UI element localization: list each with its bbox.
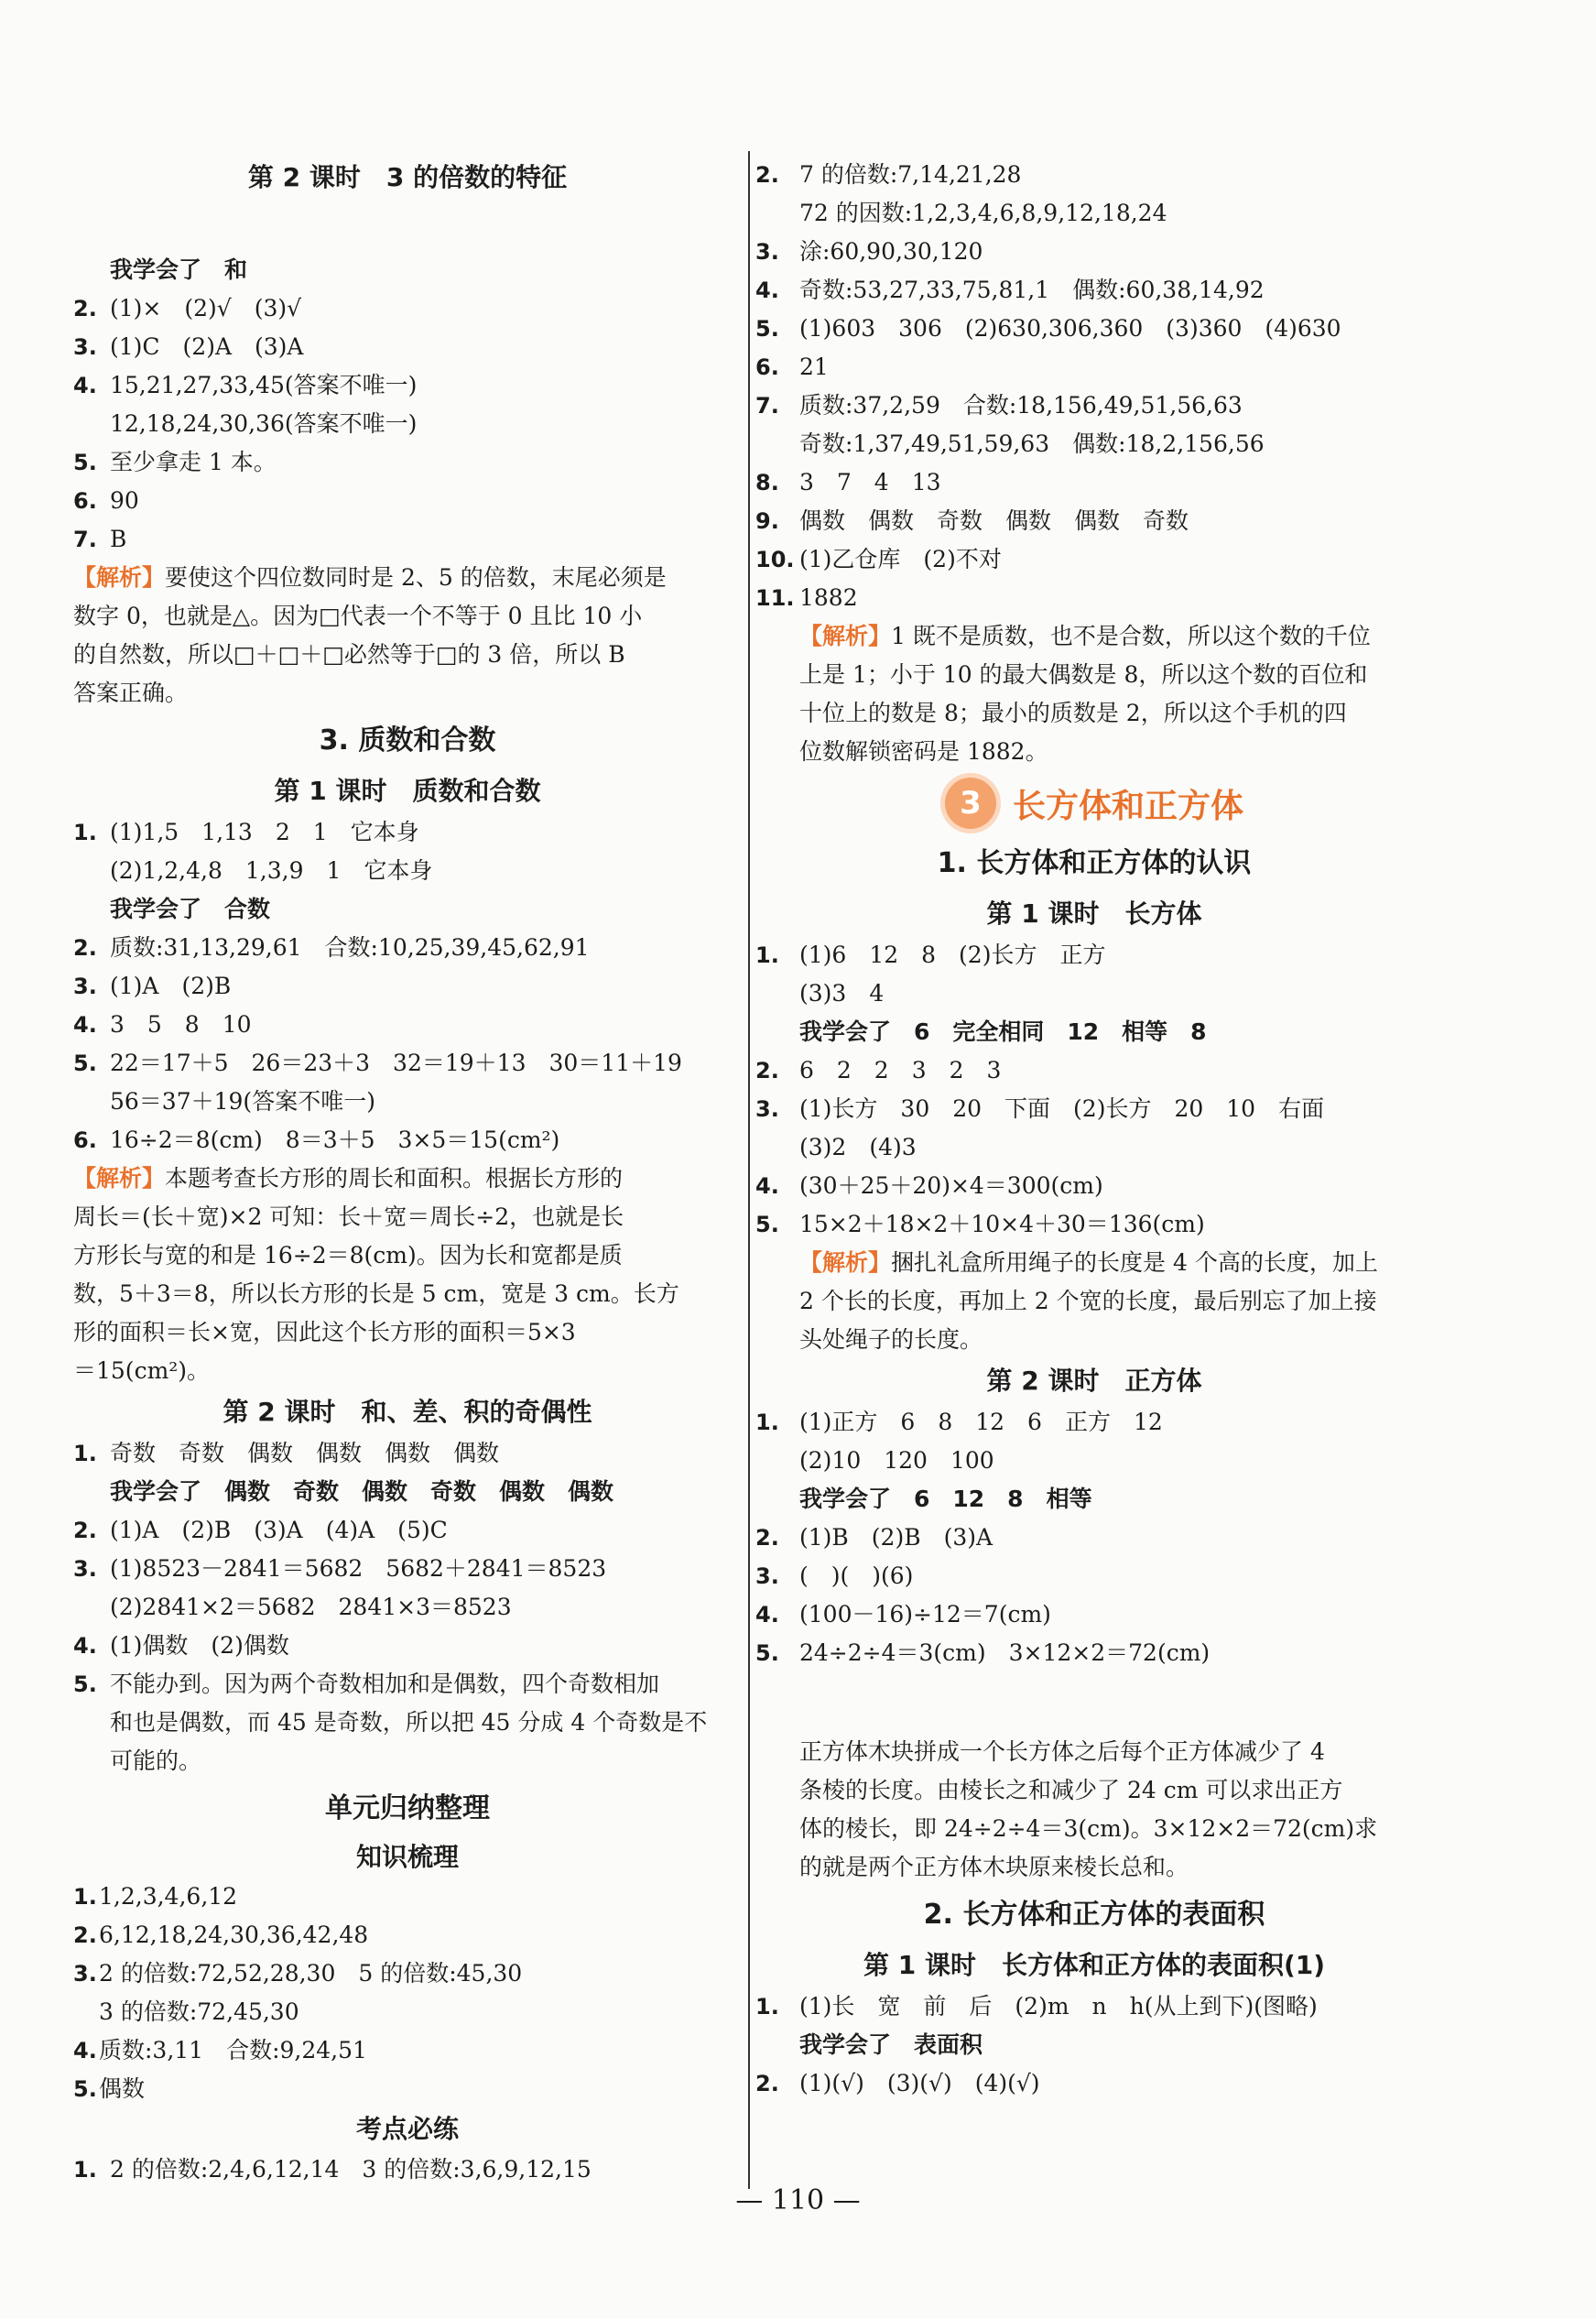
answer-row: (2)2841×2＝5682 2841×3＝8523 bbox=[110, 1594, 512, 1620]
answer-row: 2. 质数:31,13,29,61 合数:10,25,39,45,62,91 bbox=[73, 934, 590, 961]
answer-row: 1. 奇数 奇数 偶数 偶数 偶数 偶数 bbox=[73, 1440, 500, 1466]
lesson-title: 第 1 课时 质数和合数 bbox=[274, 776, 541, 806]
answer-row: 2.6,12,18,24,30,36,42,48 bbox=[73, 1922, 369, 1948]
unit-title: 长方体和正方体 bbox=[1012, 787, 1243, 825]
answer-row: 12,18,24,30,36(答案不唯一) bbox=[110, 410, 418, 437]
answer-row: 2. (1)A (2)B (3)A (4)A (5)C bbox=[73, 1517, 448, 1543]
column-divider bbox=[748, 151, 750, 2189]
explanation: 方形长与宽的和是 16÷2＝8(cm)。因为长和宽都是质 bbox=[73, 1242, 623, 1268]
answer-row: (3)3 4 bbox=[799, 980, 885, 1007]
answer-row: 1. 2 的倍数:2,4,6,12,14 3 的倍数:3,6,9,12,15 bbox=[73, 2156, 592, 2183]
answer-row: 1. (1)正方 6 8 12 6 正方 12 bbox=[755, 1409, 1163, 1435]
answer-row: 4.质数:3,11 合数:9,24,51 bbox=[73, 2037, 367, 2063]
left-column bbox=[73, 156, 742, 2189]
answer-row: 5. 24÷2÷4＝3(cm) 3×12×2＝72(cm) bbox=[755, 1639, 1211, 1666]
answer-row: 5. 22＝17＋5 26＝23＋3 32＝19＋13 30＝11＋19 bbox=[73, 1050, 682, 1076]
answer-row: 6. 21 bbox=[755, 354, 829, 380]
answer-row: 4. 15,21,27,33,45(答案不唯一) bbox=[73, 372, 418, 398]
answer-row: 8. 3 7 4 13 bbox=[755, 469, 941, 495]
learned-line: 我学会了 表面积 bbox=[799, 2031, 983, 2058]
answer-row: 1. (1)1,5 1,13 2 1 它本身 bbox=[73, 819, 419, 845]
learned-line: 我学会了 合数 bbox=[110, 896, 271, 922]
answer-row: 4. 3 5 8 10 bbox=[73, 1011, 252, 1038]
section-title: 2. 长方体和正方体的表面积 bbox=[923, 1899, 1265, 1931]
explanation: 的自然数，所以□＋□＋□必然等于□的 3 倍，所以 B bbox=[73, 641, 625, 668]
answer-row: 5. 至少拿走 1 本。 bbox=[73, 449, 277, 475]
learned-line: 我学会了 和 bbox=[110, 256, 248, 283]
explanation: 数，5＋3＝8，所以长方形的长是 5 cm，宽是 3 cm。长方 bbox=[73, 1280, 679, 1307]
learned-line: 我学会了 6 12 8 相等 bbox=[799, 1486, 1092, 1512]
explanation: 头处绳子的长度。 bbox=[799, 1326, 983, 1353]
answer-row: 3 的倍数:72,45,30 bbox=[99, 1998, 299, 2025]
right-column bbox=[755, 156, 1433, 2103]
lesson-title: 第 1 课时 长方体和正方体的表面积(1) bbox=[863, 1950, 1326, 1980]
explanation bbox=[755, 1672, 1433, 1733]
answer-row: 3. ( )( )(6) bbox=[755, 1562, 914, 1589]
answer-row: 2. (1)× (2)√ (3)√ bbox=[73, 295, 302, 321]
learned-line: 我学会了 6 完全相同 12 相等 8 bbox=[799, 1018, 1207, 1045]
explanation: 2 个长的长度，再加上 2 个宽的长度，最后别忘了加上接 bbox=[799, 1288, 1377, 1314]
answer-row: 11. 1882 bbox=[755, 584, 858, 611]
explanation: 【解析】捆扎礼盒所用绳子的长度是 4 个高的长度，加上 bbox=[799, 1249, 1378, 1276]
answer-row: 6. 90 bbox=[73, 487, 139, 514]
answer-row bbox=[73, 200, 742, 251]
answer-row: 56＝37＋19(答案不唯一) bbox=[110, 1088, 375, 1115]
answer-row: (2)10 120 100 bbox=[799, 1447, 994, 1474]
answer-row: 2. 6 2 2 3 2 3 bbox=[755, 1057, 1002, 1083]
answer-row: 5.偶数 bbox=[73, 2075, 146, 2102]
answer-row: 3. 涂:60,90,30,120 bbox=[755, 238, 983, 265]
answer-row: 4. 奇数:53,27,33,75,81,1 偶数:60,38,14,92 bbox=[755, 277, 1265, 303]
answer-row: 2. (1)B (2)B (3)A bbox=[755, 1524, 993, 1551]
answer-row: 3. (1)C (2)A (3)A bbox=[73, 333, 304, 360]
answer-row: (2)1,2,4,8 1,3,9 1 它本身 bbox=[110, 857, 433, 884]
lesson-title: 第 2 课时 和、差、积的奇偶性 bbox=[223, 1397, 592, 1427]
answer-row: 7. 质数:37,2,59 合数:18,156,49,51,56,63 bbox=[755, 392, 1243, 419]
answer-row: 9. 偶数 偶数 奇数 偶数 偶数 奇数 bbox=[755, 507, 1189, 534]
explanation: 数字 0，也就是△。因为□代表一个不等于 0 且比 10 小 bbox=[73, 603, 643, 629]
answer-row: 72 的因数:1,2,3,4,6,8,9,12,18,24 bbox=[799, 200, 1167, 226]
learned-line: 我学会了 偶数 奇数 偶数 奇数 偶数 偶数 bbox=[110, 1478, 614, 1505]
analysis-tag: 【解析】 bbox=[799, 1249, 892, 1276]
answer-row: 5. 不能办到。因为两个奇数相加和是偶数，四个奇数相加 bbox=[73, 1671, 660, 1697]
unit-header bbox=[755, 771, 1433, 835]
explanation: 形的面积＝长×宽，因此这个长方形的面积＝5×3 bbox=[73, 1319, 576, 1345]
subsection-title: 知识梳理 bbox=[355, 1842, 459, 1872]
answer-row: 7. B bbox=[73, 526, 127, 552]
page-number: — 110 — bbox=[735, 2184, 861, 2216]
analysis-tag: 【解析】 bbox=[799, 623, 892, 649]
answer-row: 奇数:1,37,49,51,59,63 偶数:18,2,156,56 bbox=[799, 430, 1265, 457]
explanation: 【解析】要使这个四位数同时是 2、5 的倍数，末尾必须是 bbox=[73, 564, 667, 591]
answer-row: 2. 7 的倍数:7,14,21,28 bbox=[755, 161, 1022, 188]
answer-row: (3)2 (4)3 bbox=[799, 1134, 917, 1160]
explanation: 位数解锁密码是 1882。 bbox=[799, 738, 1048, 765]
explanation: 周长＝(长＋宽)×2 可知：长＋宽＝周长÷2，也就是长 bbox=[73, 1203, 624, 1230]
answer-row: 5. (1)603 306 (2)630,306,360 (3)360 (4)630 bbox=[755, 315, 1341, 342]
explanation: 条棱的长度。由棱长之和减少了 24 cm 可以求出正方 bbox=[799, 1777, 1343, 1803]
answer-row: 1.1,2,3,4,6,12 bbox=[73, 1883, 238, 1910]
explanation: ＝15(cm²)。 bbox=[73, 1357, 211, 1384]
explanation: 上是 1；小于 10 的最大偶数是 8，所以这个数的百位和 bbox=[799, 661, 1368, 688]
answer-row: 4. (1)偶数 (2)偶数 bbox=[73, 1632, 289, 1659]
answer-row: 和也是偶数，而 45 是奇数，所以把 45 分成 4 个奇数是不 bbox=[110, 1709, 708, 1736]
answer-row: 3. (1)8523－2841＝5682 5682＋2841＝8523 bbox=[73, 1555, 607, 1582]
answer-row: 3. (1)长方 30 20 下面 (2)长方 20 10 右面 bbox=[755, 1095, 1325, 1122]
lesson-title: 第 2 课时 3 的倍数的特征 bbox=[247, 162, 568, 192]
explanation: 【解析】本题考查长方形的周长和面积。根据长方形的 bbox=[73, 1165, 624, 1192]
analysis-tag: 【解析】 bbox=[73, 1165, 166, 1192]
section-title: 1. 长方体和正方体的认识 bbox=[937, 847, 1252, 879]
explanation: 的就是两个正方体木块原来棱长总和。 bbox=[799, 1854, 1189, 1880]
lesson-title: 第 1 课时 长方体 bbox=[986, 898, 1202, 929]
explanation: 体的棱长，即 24÷2÷4＝3(cm)。3×12×2＝72(cm)求 bbox=[799, 1815, 1378, 1842]
explanation: 十位上的数是 8；最小的质数是 2，所以这个手机的四 bbox=[799, 700, 1347, 726]
analysis-tag: 【解析】 bbox=[73, 564, 166, 591]
answer-row: 5. 15×2＋18×2＋10×4＋30＝136(cm) bbox=[755, 1211, 1205, 1237]
answer-row: 3.2 的倍数:72,52,28,30 5 的倍数:45,30 bbox=[73, 1960, 523, 1987]
answer-row: 2. (1)(√) (3)(√) (4)(√) bbox=[755, 2070, 1040, 2096]
answer-row: 4. (30＋25＋20)×4＝300(cm) bbox=[755, 1172, 1103, 1199]
answer-row: 1. (1)长 宽 前 后 (2)m n h(从上到下)(图略) bbox=[755, 1993, 1318, 2020]
explanation: 答案正确。 bbox=[73, 680, 189, 706]
lesson-title: 第 2 课时 正方体 bbox=[986, 1366, 1202, 1396]
unit-number-badge: 3 bbox=[945, 778, 996, 829]
explanation: 正方体木块拼成一个长方体之后每个正方体减少了 4 bbox=[799, 1738, 1325, 1765]
answer-row: 可能的。 bbox=[110, 1747, 202, 1774]
answer-row: 10. (1)乙仓库 (2)不对 bbox=[755, 546, 1002, 572]
answer-row: 6. 16÷2＝8(cm) 8＝3＋5 3×5＝15(cm²) bbox=[73, 1127, 560, 1153]
section-title: 单元归纳整理 bbox=[325, 1792, 490, 1824]
answer-row: 3. (1)A (2)B bbox=[73, 973, 232, 999]
answer-row: 4. (100－16)÷12＝7(cm) bbox=[755, 1601, 1051, 1628]
explanation: 【解析】1 既不是质数，也不是合数，所以这个数的千位 bbox=[799, 623, 1371, 649]
subsection-title: 考点必练 bbox=[355, 2114, 459, 2144]
answer-row: 1. (1)6 12 8 (2)长方 正方 bbox=[755, 942, 1106, 968]
section-title: 3. 质数和合数 bbox=[319, 724, 496, 757]
